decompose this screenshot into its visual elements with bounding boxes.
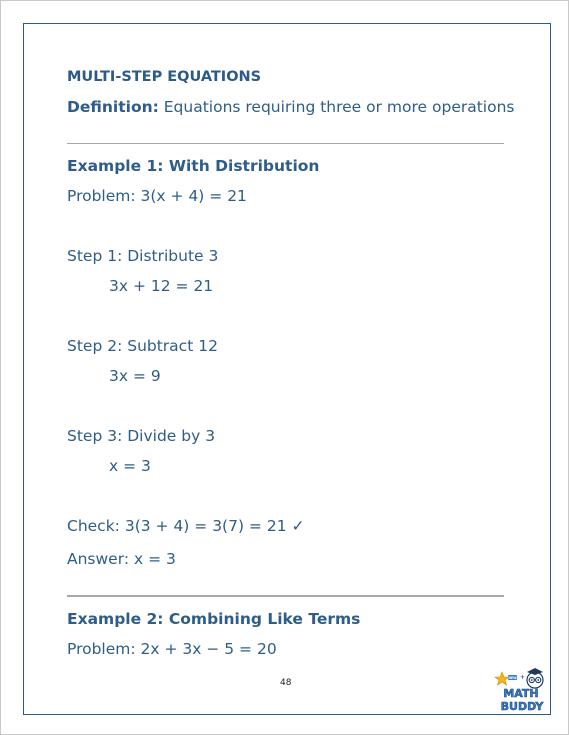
example2-heading: Example 2: Combining Like Terms: [67, 610, 361, 628]
logo-badge-text: NEW: [508, 676, 517, 680]
example2-problem: Problem: 2x + 3x − 5 = 20: [67, 640, 277, 658]
step-2-result: 3x = 9: [109, 367, 161, 385]
definition-label: Definition:: [67, 98, 159, 116]
section-divider: [67, 143, 504, 144]
section-divider-2: [67, 595, 504, 597]
page-number: 48: [280, 678, 292, 688]
answer-line: Answer: x = 3: [67, 550, 176, 568]
page-title: MULTI-STEP EQUATIONS: [67, 69, 262, 85]
math-buddy-logo: [493, 666, 549, 714]
step-3-label: Step 3: Divide by 3: [67, 427, 216, 445]
step-2-label: Step 2: Subtract 12: [67, 337, 218, 355]
example1-problem: Problem: 3(x + 4) = 21: [67, 187, 247, 205]
svg-text:+: +: [520, 674, 526, 681]
step-3-result: x = 3: [109, 457, 151, 475]
definition-line: [67, 100, 515, 116]
logo-line-2: BUDDY: [500, 700, 544, 713]
step-1-result: 3x + 12 = 21: [109, 277, 214, 295]
check-line: Check: 3(3 + 4) = 3(7) = 21 ✓: [67, 517, 305, 535]
example1-heading: Example 1: With Distribution: [67, 157, 320, 175]
logo-line-1: MATH: [503, 687, 539, 700]
step-1-label: Step 1: Distribute 3: [67, 247, 219, 265]
definition-text: Equations requiring three or more operations: [158, 98, 515, 116]
